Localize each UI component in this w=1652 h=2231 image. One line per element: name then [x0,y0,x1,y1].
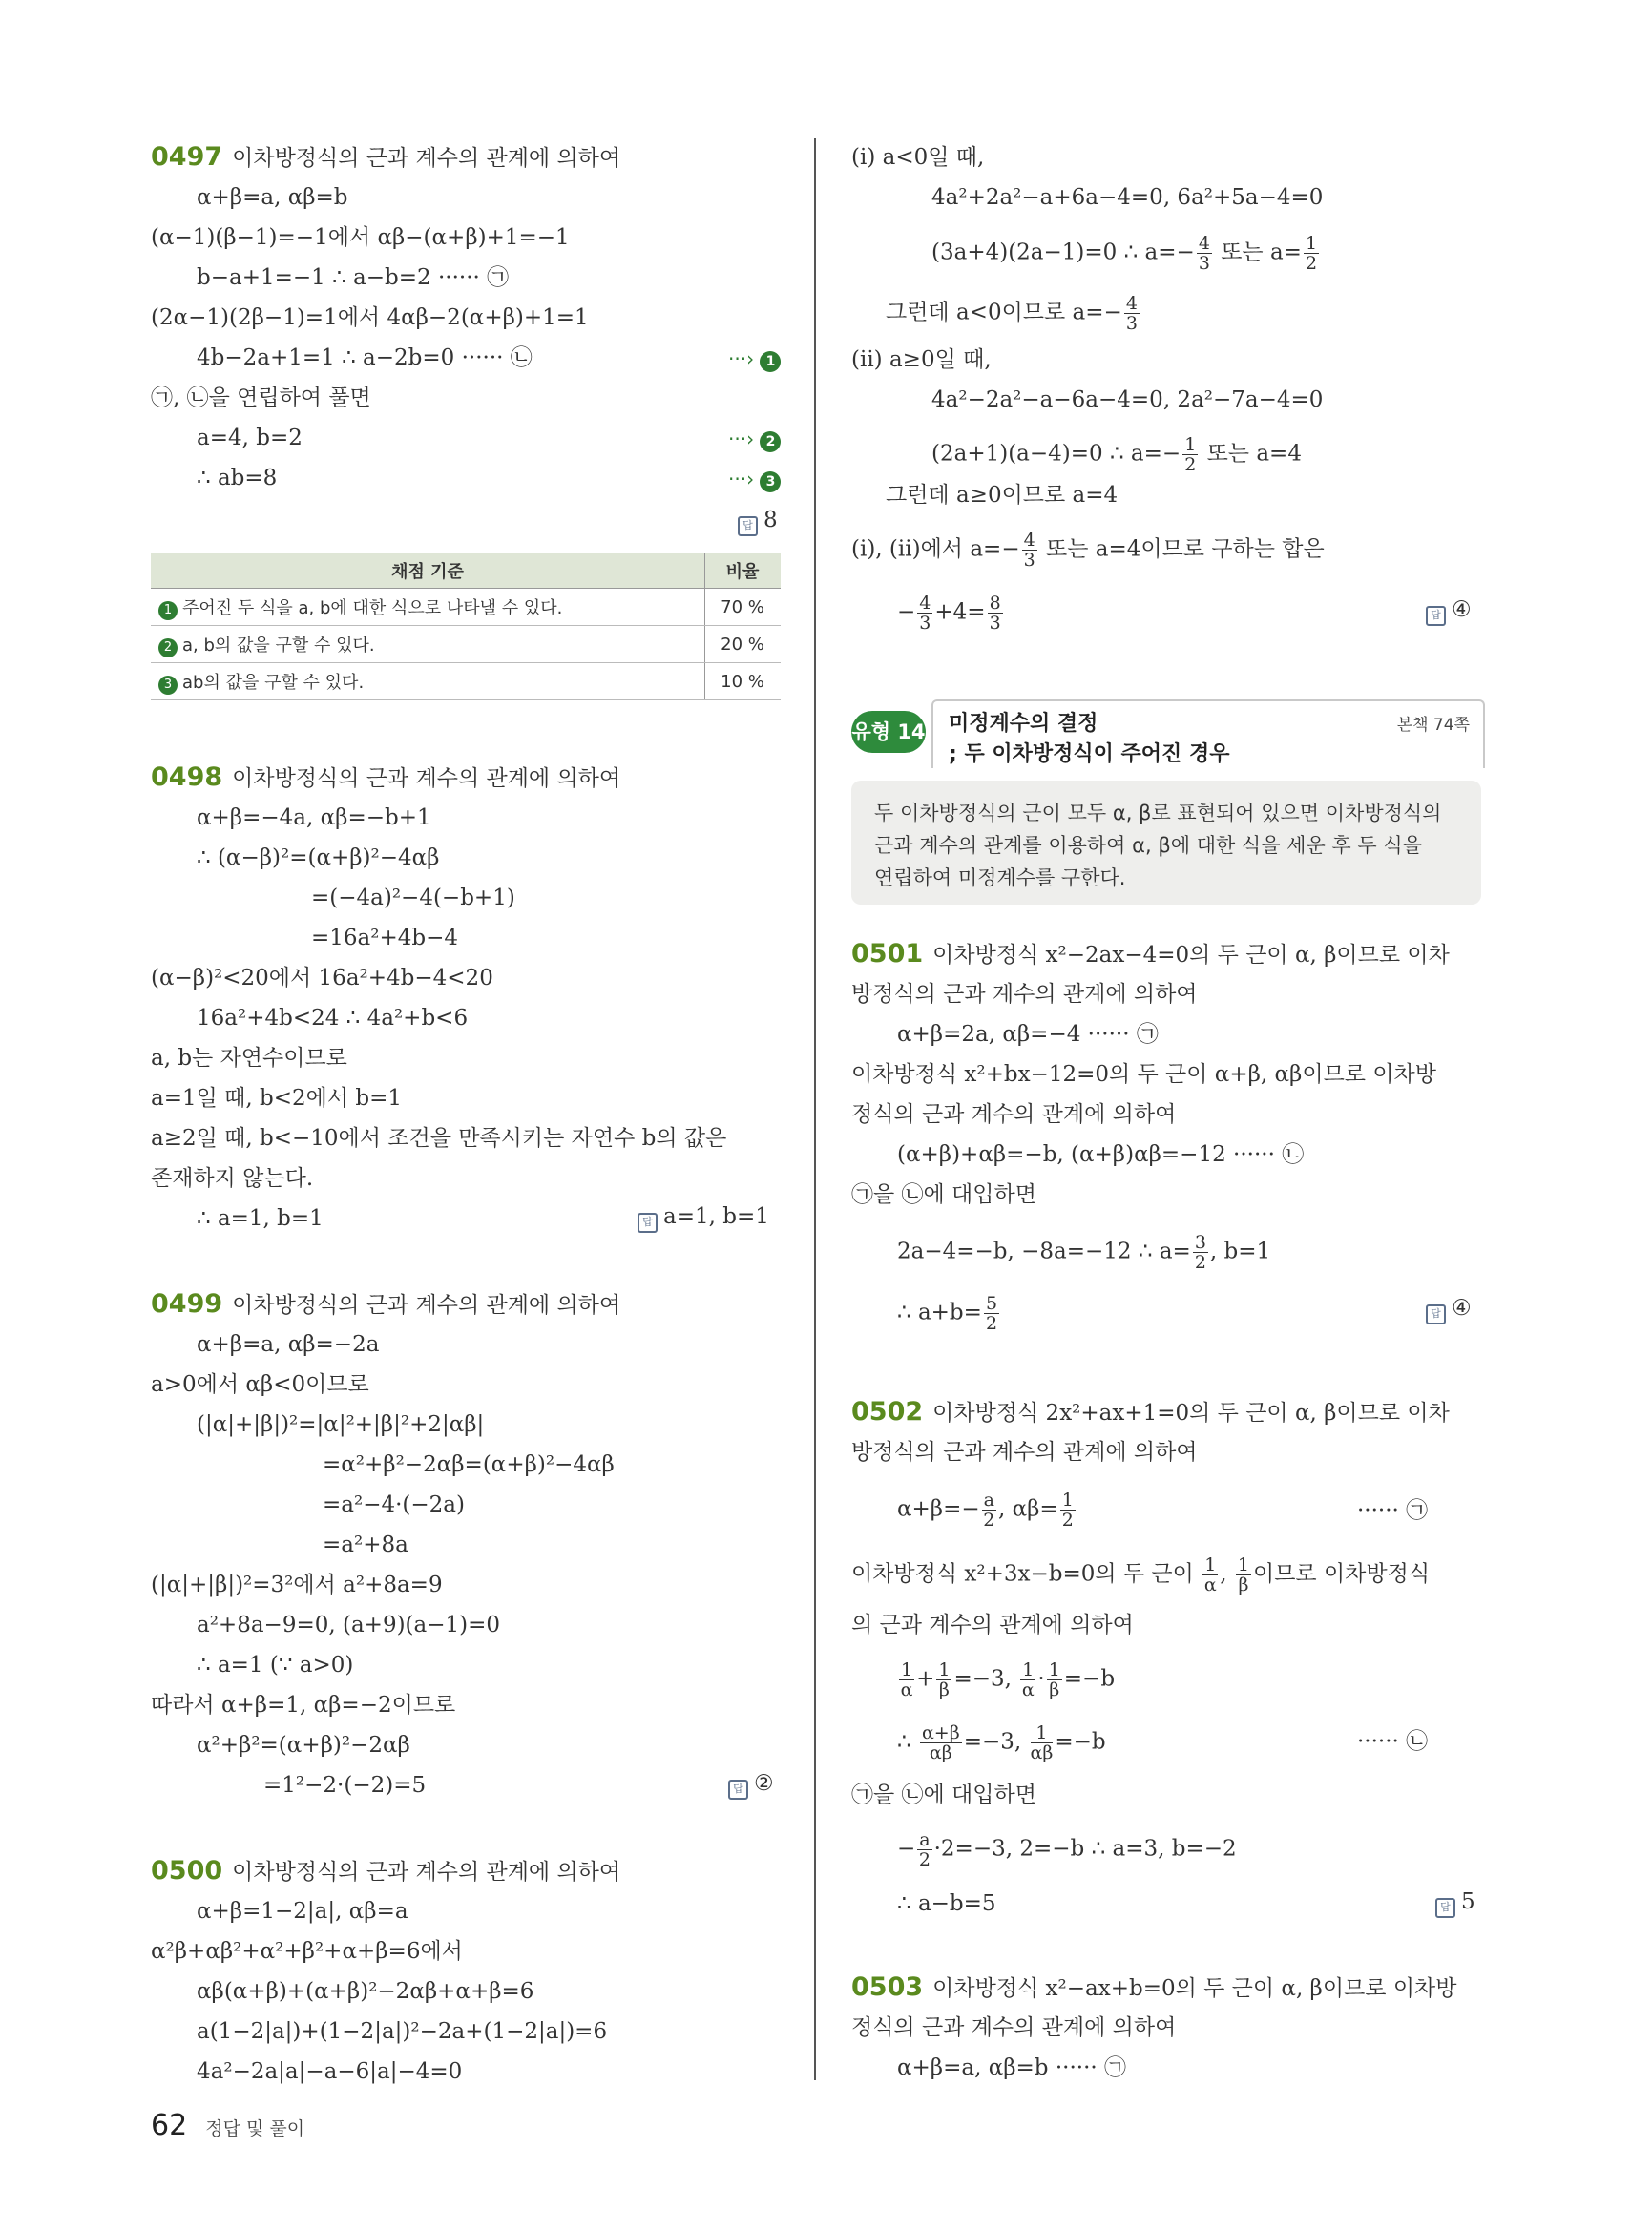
text-line: 존재하지 않는다. [151,1166,314,1191]
answer-icon: 답 [1435,1898,1455,1918]
fraction: $\frac{1}{2}$ [1061,1490,1074,1531]
math-line: (α+β)+αβ=−b, (α+β)αβ=−12 ······ ㉡ [897,1142,1305,1167]
type-description: 두 이차방정식의 근이 모두 α, β로 표현되어 있으면 이차방정식의 근과 계수의 관계를 이용하여 α, β에 대한 식을 세운 후 두 식을 연립하여 미정계수를 구한다. [851,781,1481,905]
type-subtitle: ; 두 이차방정식이 주어진 경우 [949,742,1230,766]
math-line: (α−β)²<20에서 16a²+4b−4<20 [151,966,493,990]
text-line: ㉠, ㉡을 연립하여 풀면 [151,386,371,410]
type-title: 미정계수의 결정 [949,712,1098,736]
text-line: ㉠을 ㉡에 대입하면 [851,1783,1036,1807]
fraction: $\frac{1}{\beta}$ [1048,1659,1060,1700]
math-line: (|α|+|β|)²=|α|²+|β|²+2|αβ| [197,1412,485,1437]
equation-tag: ······ ㉠ [1357,1498,1429,1523]
math-line: α+β=a, αβ=−2a [197,1332,380,1357]
answer-icon: 답 [638,1213,658,1233]
text-line: 이차방정식 x²+bx−12=0의 두 근이 α+β, αβ이므로 이차방 [851,1062,1436,1087]
answer: 답 ④ [1426,1296,1472,1324]
problem-number: 0503 [851,1972,924,2002]
fraction: $\frac{3}{2}$ [1194,1232,1206,1273]
step-marker-1: ···› 1 [728,347,781,372]
grading-table [151,553,781,700]
fraction: $\frac{4}{3}$ [919,593,931,634]
math-line: α²β+αβ²+α²+β²+α+β=6에서 [151,1939,463,1964]
math-line: αβ(α+β)+(α+β)²−2αβ+α+β=6 [197,1979,534,2004]
text-line: a≥2일 때, b<−10에서 조건을 만족시키는 자연수 b의 값은 [151,1126,727,1151]
fraction: $\frac{1}{\beta}$ [1237,1554,1249,1595]
fraction: $\frac{a}{2}$ [983,1490,995,1531]
text-line: 방정식의 근과 계수의 관계에 의하여 [851,1440,1198,1465]
math-line: α²+β²=(α+β)²−2αβ [197,1733,410,1758]
math-line: 그런데 a≥0이므로 a=4 [886,483,1119,508]
math-line: =a²−4·(−2a) [323,1492,465,1517]
step-marker-3: ···› 3 [728,468,781,492]
text-line: a, b는 자연수이므로 [151,1046,347,1071]
answer: 답 a=1, b=1 [638,1204,769,1233]
ratio-header: 비율 [705,553,782,589]
math-line: 4a²−2a|a|−a−6|a|−4=0 [197,2059,463,2084]
math-line: (|α|+|β|)²=3²에서 a²+8a=9 [151,1573,443,1597]
fraction: $\frac{8}{3}$ [989,593,1001,634]
fraction: $\frac{1}{\alpha\beta}$ [1030,1722,1054,1763]
math-line: 16a²+4b<24 ∴ 4a²+b<6 [197,1006,469,1031]
text-line: 의 근과 계수의 관계에 의하여 [851,1613,1134,1637]
math-line: a=4, b=2 [197,426,303,450]
text-line: (ii) a≥0일 때, [851,347,992,372]
text-line: 정식의 근과 계수의 관계에 의하여 [851,2015,1177,2040]
text-line: a=1일 때, b<2에서 b=1 [151,1086,402,1111]
text-line: 정식의 근과 계수의 관계에 의하여 [851,1102,1177,1127]
column-divider [814,138,816,2080]
math-line: b−a+1=−1 ∴ a−b=2 ······ ㉠ [197,265,510,290]
fraction: $\frac{a}{2}$ [918,1829,931,1870]
problem-number: 0499 [151,1289,223,1319]
circle-number-icon: 1 [158,601,178,620]
math-line: (α−1)(β−1)=−1에서 αβ−(α+β)+1=−1 [151,225,570,250]
math-line: 4b−2a+1=1 ∴ a−2b=0 ······ ㉡ [197,345,533,370]
math-line: 4a²−2a²−a−6a−4=0, 2a²−7a−4=0 [931,387,1324,412]
math-line: ∴ ab=8 [197,466,278,490]
math-line: α+β=1−2|a|, αβ=a [197,1899,408,1924]
circle-number-icon: 3 [158,676,178,695]
table-row: 1 주어진 두 식을 a, b에 대한 식으로 나타낼 수 있다. 70 % [151,589,781,626]
fraction: $\frac{1}{\alpha}$ [1021,1659,1035,1700]
math-line: =16a²+4b−4 [311,926,459,950]
problem-number: 0500 [151,1856,223,1886]
page-footer [151,2109,304,2142]
math-line: ∴ a−b=5 [897,1891,996,1916]
fraction: $\frac{4}{3}$ [1023,530,1035,571]
fraction: $\frac{4}{3}$ [1125,293,1138,334]
equation-tag: ······ ㉡ [1357,1729,1429,1754]
text-line: (i) a<0일 때, [851,145,985,170]
math-line: a(1−2|a|)+(1−2|a|)²−2a+(1−2|a|)=6 [197,2019,608,2044]
answer: 답 ④ [1426,597,1472,626]
math-line: 4a²+2a²−a+6a−4=0, 6a²+5a−4=0 [931,185,1324,210]
math-line: ∴ a=1 (∵ a>0) [197,1653,354,1678]
answer-icon: 답 [738,516,758,536]
math-line: a²+8a−9=0, (a+9)(a−1)=0 [197,1613,501,1637]
answer-icon: 답 [728,1780,748,1800]
math-line: α+β=a, αβ=b ······ ㉠ [897,2055,1127,2080]
math-line: α+β=2a, αβ=−4 ······ ㉠ [897,1022,1159,1047]
text-line: ㉠을 ㉡에 대입하면 [851,1182,1036,1207]
math-line: =α²+β²−2αβ=(α+β)²−4αβ [323,1452,615,1477]
type-badge: 유형 14 [851,711,926,753]
fraction: $\frac{4}{3}$ [1198,233,1210,274]
fraction: $\frac{\alpha+\beta}{\alpha\beta}$ [921,1722,960,1763]
math-line: α+β=−4a, αβ=−b+1 [197,805,431,830]
page-number: 62 [151,2109,188,2142]
fraction: $\frac{1}{2}$ [1305,233,1318,274]
problem-number: 0502 [851,1397,924,1427]
page-label: 정답 및 풀이 [205,2118,305,2139]
math-line: =(−4a)²−4(−b+1) [311,886,515,910]
math-line: =1²−2·(−2)=5 [263,1773,427,1798]
fraction: $\frac{1}{\beta}$ [938,1659,951,1700]
grading-header: 채점 기준 [151,553,705,589]
answer: 답 ② [728,1771,774,1800]
fraction: $\frac{1}{\alpha}$ [1203,1554,1217,1595]
step-marker-2: ···› 2 [728,427,781,452]
table-row: 3 ab의 값을 구할 수 있다. 10 % [151,663,781,700]
fraction: $\frac{1}{\alpha}$ [900,1659,913,1700]
fraction: $\frac{1}{2}$ [1184,434,1197,475]
text-line: a>0에서 αβ<0이므로 [151,1372,369,1397]
answer: 답 8 [738,508,778,536]
table-row: 2 a, b의 값을 구할 수 있다. 20 % [151,626,781,663]
answer-icon: 답 [1426,606,1446,626]
text-line: 이차방정식의 근과 계수의 관계에 의하여 [232,146,621,171]
text-line: 따라서 α+β=1, αβ=−2이므로 [151,1693,456,1718]
math-line: ∴ a=1, b=1 [197,1206,324,1231]
math-line: ∴ (α−β)²=(α+β)²−4αβ [197,845,440,870]
math-line: =a²+8a [323,1533,408,1557]
answer: 답 5 [1435,1889,1475,1918]
circle-number-icon: 2 [158,638,178,657]
answer-icon: 답 [1426,1304,1446,1324]
problem-number: 0501 [851,939,924,969]
textbook-reference: 본책 74쪽 [1396,716,1470,735]
text-line: 방정식의 근과 계수의 관계에 의하여 [851,982,1198,1007]
math-line: α+β=a, αβ=b [197,185,348,210]
problem-number: 0498 [151,762,223,792]
math-line: (2α−1)(2β−1)=1에서 4αβ−2(α+β)+1=1 [151,305,589,330]
problem-number: 0497 [151,142,223,172]
fraction: $\frac{5}{2}$ [985,1293,998,1334]
type-header [931,699,1485,768]
